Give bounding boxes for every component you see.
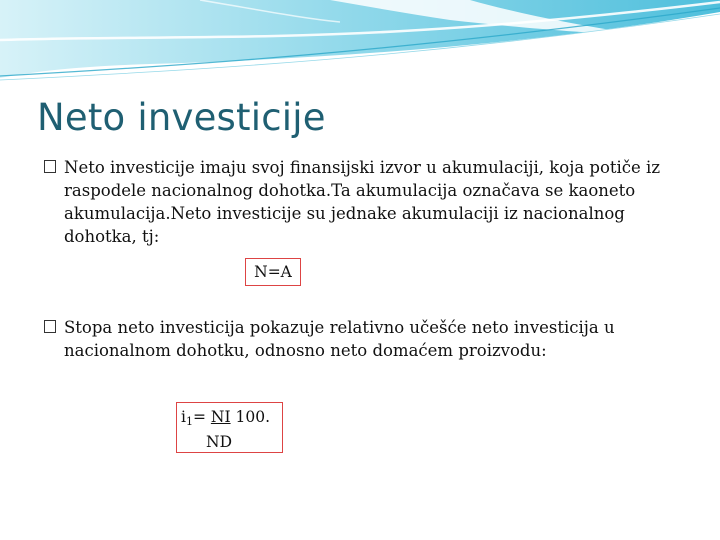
formula-net-equals-accumulation: N=A bbox=[245, 258, 301, 286]
bullet-square-icon bbox=[44, 320, 56, 333]
bullet-text: Stopa neto investicija pokazuje relativno učešće neto investicija u nacionalnom dohotku, odnosno neto domaćem proizvodu: bbox=[64, 318, 615, 360]
bullet-item-net-investment-rate bbox=[46, 316, 686, 362]
formula-net-investment-rate bbox=[176, 402, 283, 453]
bullet-square-icon bbox=[44, 160, 56, 173]
slide-title: Neto investicije bbox=[37, 96, 326, 139]
decorative-header-banner bbox=[0, 0, 720, 90]
formula-numerator: NI bbox=[210, 408, 231, 426]
formula-subscript: 1 bbox=[185, 415, 193, 428]
bullet-text: Neto investicije imaju svoj finansijski izvor u akumulaciji, koja potiče iz raspodele nacionalnog dohotka.Ta akumulacija označava se kaoneto akumulacija.Neto investicije su jednake akumulaciji iz nacionalnog dohotka, tj: bbox=[64, 158, 661, 246]
bullet-item-net-investment bbox=[46, 156, 686, 248]
formula-equals: = bbox=[192, 408, 211, 426]
formula-lhs: i bbox=[181, 408, 186, 426]
formula-denominator: ND bbox=[206, 433, 232, 451]
formula-factor: 100. bbox=[230, 408, 271, 426]
